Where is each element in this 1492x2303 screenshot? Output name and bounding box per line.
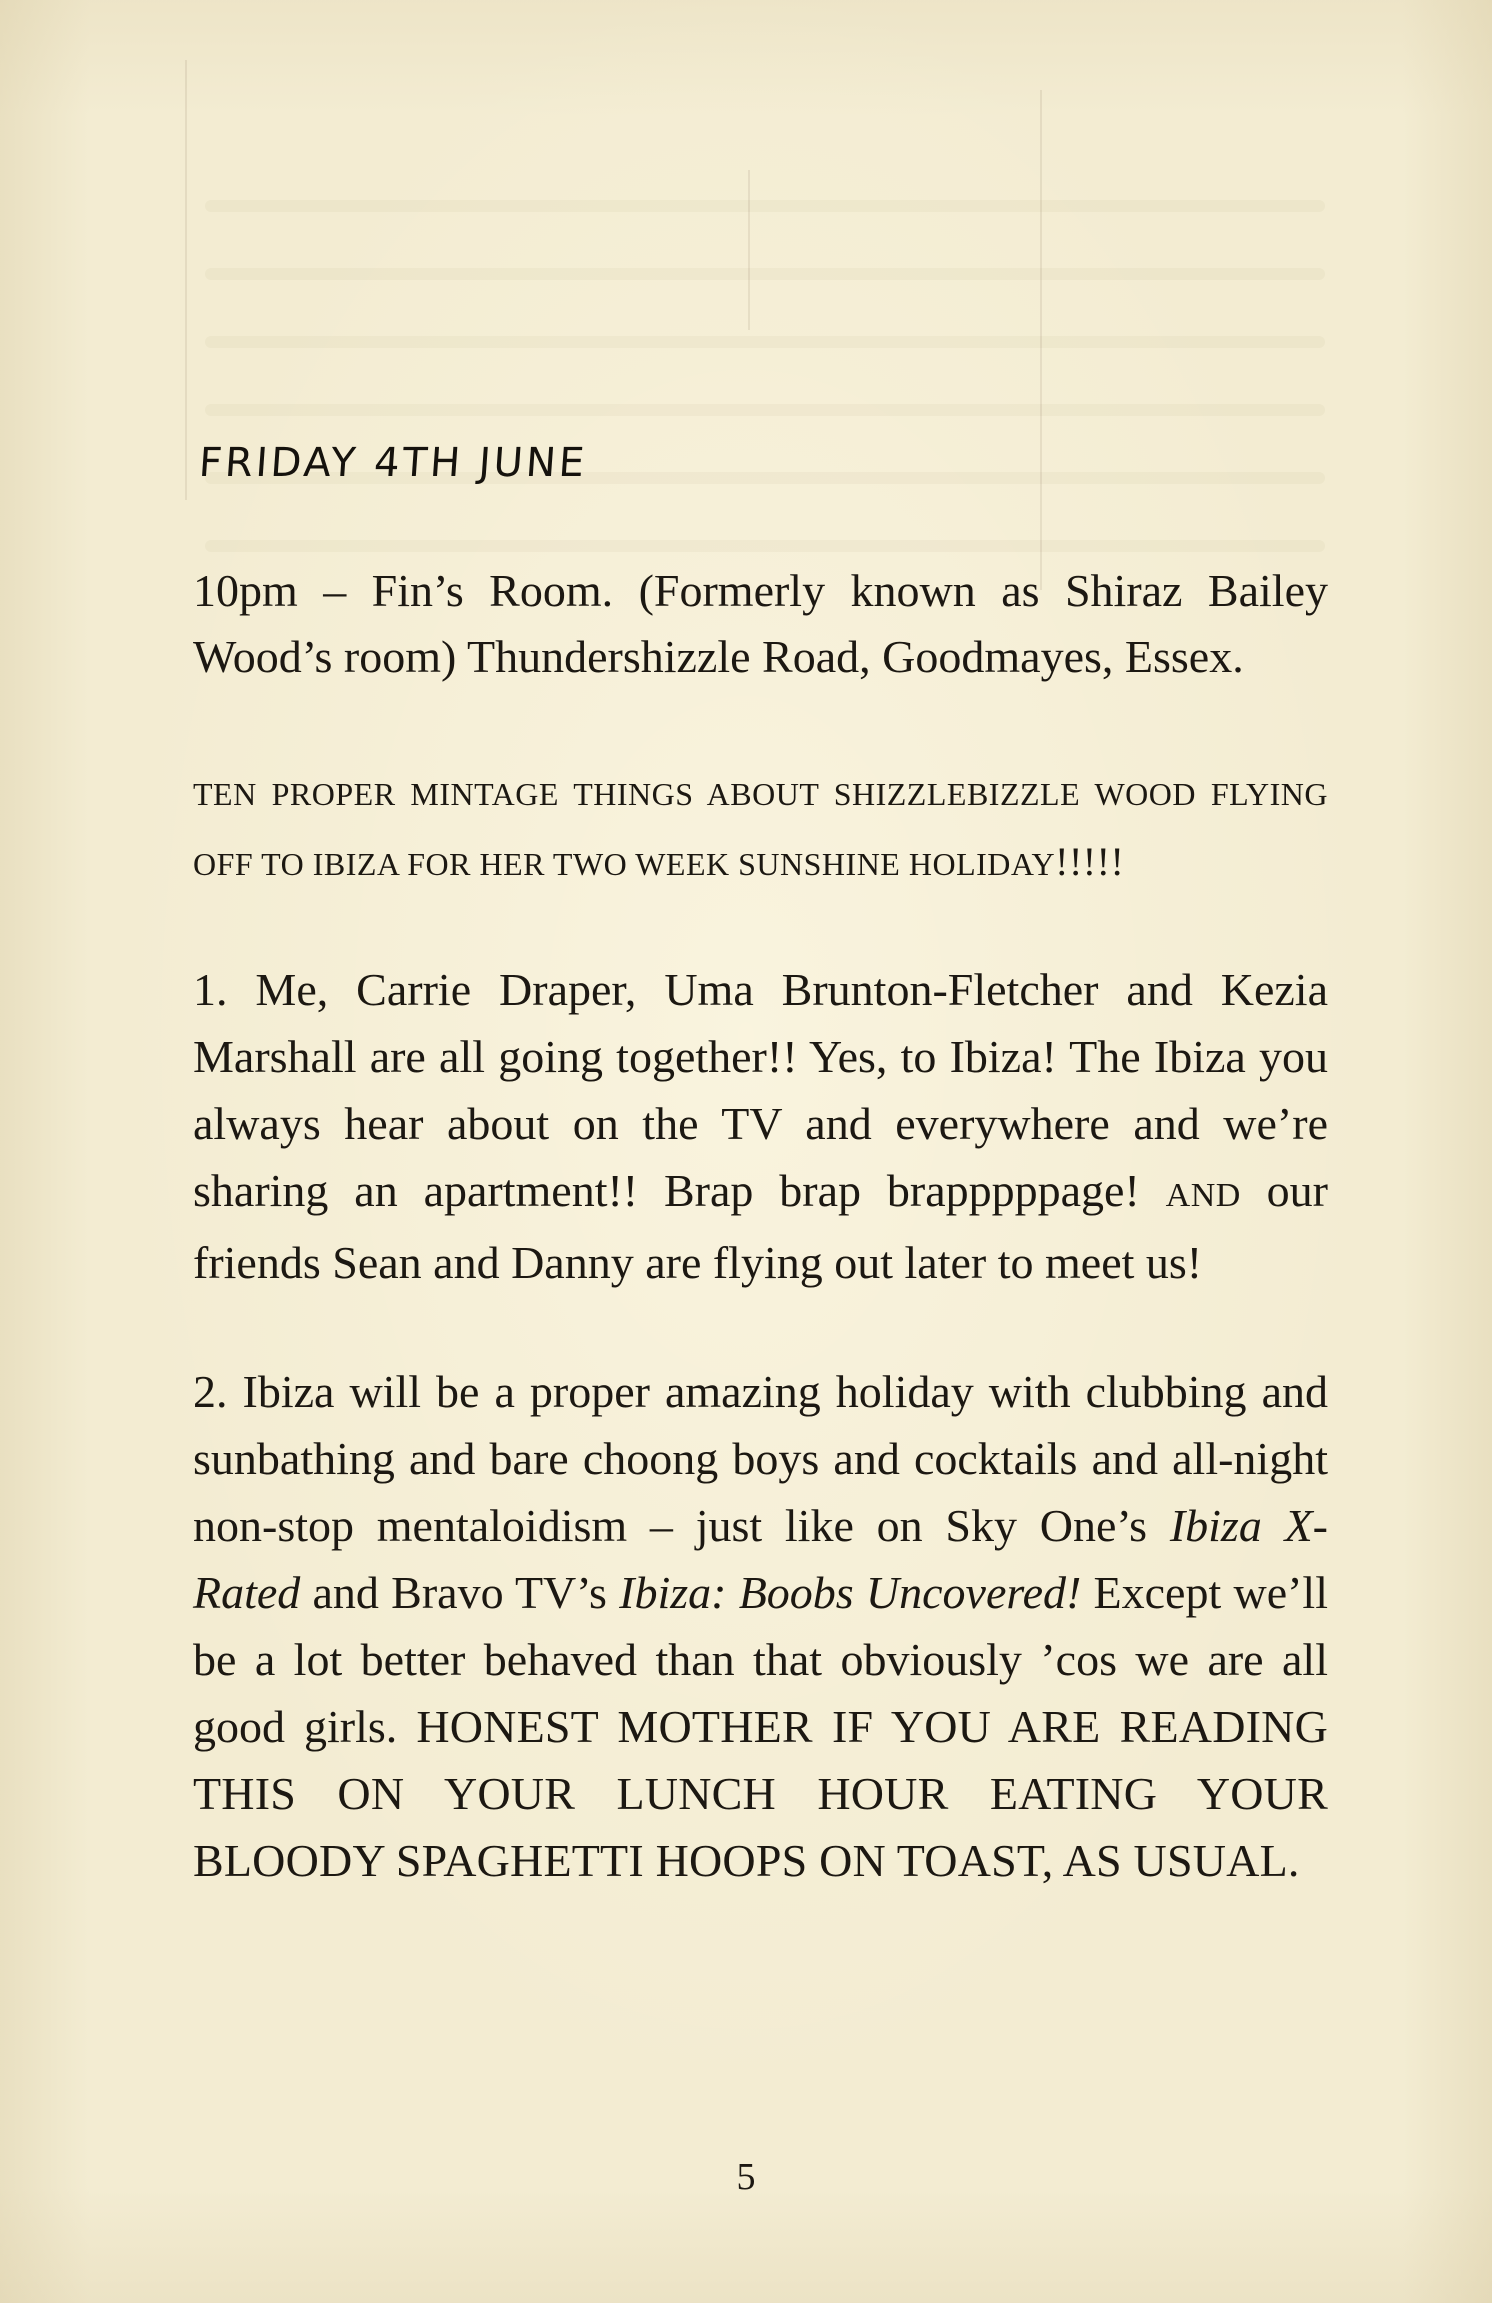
item2-show-title-1: Ibiza X-Rated [193,1500,1329,1618]
show-through-line [205,200,1325,212]
show-through-line [205,336,1325,348]
item2-show-title-2: Ibiza: Boobs Uncovered! [619,1567,1082,1618]
item2-text-c: Except we’ll be a lot better behaved than that obviously ’cos we are all good girls. [193,1567,1328,1752]
item2-text-a: 2. Ibiza will be a proper amazing holiday with clubbing and sunbathing and bare choong boys and cocktails and all-night non-stop mentaloidism – just like on Sky One’s [193,1366,1328,1551]
paper-crease [748,170,750,330]
list-item-2 [193,1358,1328,1894]
item2-text-b: and Bravo TV’s [300,1567,620,1618]
item1-text-a: 1. Me, Carrie Draper, Uma Brunton-Fletcher and Kezia Marshall are all going together!! Yes, to Ibiza! The Ibiza you always hear about on the TV and everywhere and we’re sharing an apartment!! Brap brap brapppppage! [193,964,1328,1216]
item2-caps-text: HONEST MOTHER IF YOU ARE READING THIS ON YOUR LUNCH HOUR EATING YOUR BLOODY SPAGHETTI HOOPS ON TOAST, AS USUAL. [193,1701,1328,1886]
list-title [193,760,1328,898]
item1-text-b: our friends Sean and Danny are flying out later to meet us! [193,1165,1328,1288]
item1-and-smallcaps: AND [1165,1177,1241,1214]
show-through-line [205,268,1325,280]
page-content [193,440,1328,1956]
paper-crease [185,60,187,500]
page-number: 5 [736,2156,756,2198]
list-item-1 [193,956,1328,1296]
show-through-line [205,404,1325,416]
diary-date-heading: FRIDAY 4TH JUNE [197,440,589,486]
location-line: 10pm – Fin’s Room. (Formerly known as Shiraz Bailey Wood’s room) Thundershizzle Road, Goodmayes, Essex. [193,565,1328,682]
list-title-text: TEN PROPER MINTAGE THINGS ABOUT SHIZZLEBIZZLE WOOD FLYING OFF TO IBIZA FOR HER TWO WEEK SUNSHINE HOLIDAY [193,776,1328,882]
list-title-exclamations: !!!!! [1055,839,1125,884]
